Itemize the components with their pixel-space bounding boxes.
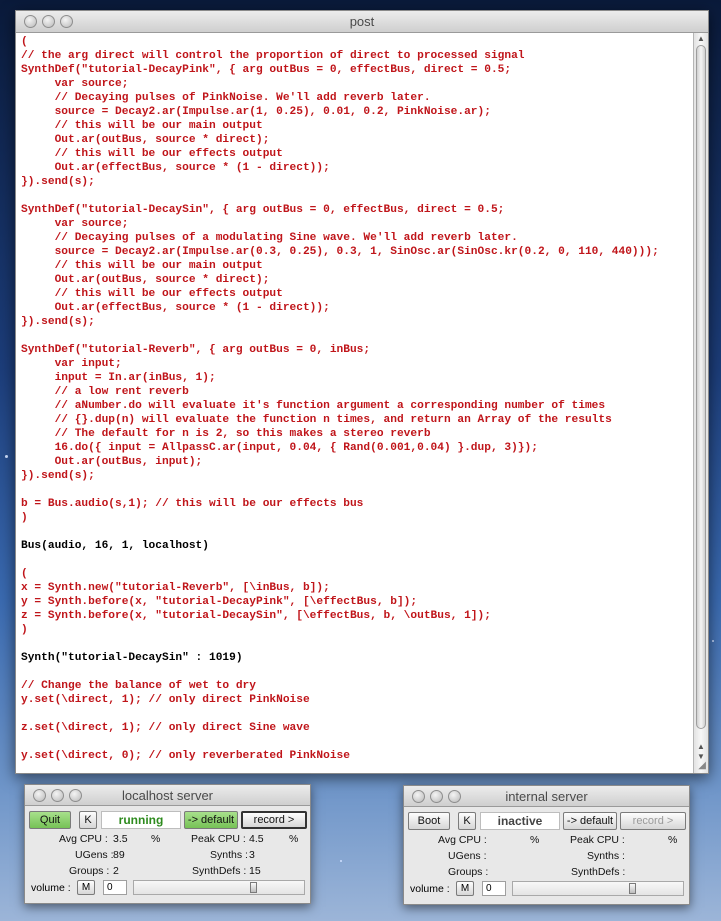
code-line: // The default for n is 2, so this makes a stereo reverb	[21, 428, 431, 440]
scroll-up-icon[interactable]: ▲	[697, 742, 705, 751]
minimize-icon[interactable]	[42, 15, 55, 28]
default-button[interactable]: -> default	[563, 812, 617, 830]
code-line	[21, 637, 693, 651]
code-line: // Decaying pulses of a modulating Sine wave. We'll add reverb later.	[21, 232, 518, 244]
code-line: Synth("tutorial-DecaySin" : 1019)	[21, 652, 243, 664]
code-line: }).send(s);	[21, 316, 95, 328]
groups-label: Groups :	[448, 866, 489, 878]
code-line: SynthDef("tutorial-DecayPink", { arg outBus = 0, effectBus, direct = 0.5;	[21, 64, 512, 76]
server-status: running	[101, 811, 181, 829]
code-line	[21, 707, 693, 721]
code-line: // this will be our main output	[21, 260, 263, 272]
code-line: // a low rent reverb	[21, 386, 189, 398]
code-line: // aNumber.do will evaluate it's function argument a corresponding number of times	[21, 400, 606, 412]
code-line: Out.ar(effectBus, source * (1 - direct));	[21, 302, 330, 314]
code-line: Out.ar(effectBus, source * (1 - direct));	[21, 162, 330, 174]
synths-value: 3	[249, 849, 255, 861]
localhost-server-titlebar[interactable]	[25, 785, 310, 806]
code-line: // this will be our main output	[21, 120, 263, 132]
boot-button[interactable]: Boot	[408, 812, 450, 830]
code-line: }).send(s);	[21, 470, 95, 482]
code-line: (	[21, 36, 28, 48]
code-line: z.set(\direct, 1); // only direct Sine wave	[21, 722, 310, 734]
synthdefs-value: 15	[249, 865, 261, 877]
code-line: // this will be our effects output	[21, 288, 283, 300]
avg-cpu-unit: %	[151, 833, 161, 845]
peak-cpu-label: Peak CPU :	[191, 833, 246, 845]
mute-button[interactable]: M	[456, 881, 474, 896]
code-line: // this will be our effects output	[21, 148, 283, 160]
server-status: inactive	[480, 812, 560, 830]
code-line: var input;	[21, 358, 122, 370]
code-line	[21, 483, 693, 497]
ugens-value: 89	[113, 849, 125, 861]
code-line: // {}.dup(n) will evaluate the function n times, and return an Array of the results	[21, 414, 612, 426]
scrollbar-thumb[interactable]	[696, 45, 706, 729]
volume-field[interactable]: 0	[482, 881, 506, 896]
default-button[interactable]: -> default	[184, 811, 238, 829]
window-title: localhost server	[121, 788, 214, 803]
mute-button[interactable]: M	[77, 880, 95, 895]
code-line: y = Synth.before(x, "tutorial-DecayPink", [\effectBus, b]);	[21, 596, 418, 608]
volume-slider[interactable]	[133, 880, 305, 895]
groups-label: Groups :	[69, 865, 110, 877]
record-button[interactable]: record >	[620, 812, 686, 830]
zoom-icon[interactable]	[60, 15, 73, 28]
code-line: // the arg direct will control the proportion of direct to processed signal	[21, 50, 525, 62]
volume-label: volume :	[410, 883, 450, 895]
avg-cpu-label: Avg CPU :	[438, 834, 487, 846]
internal-server-window	[403, 785, 690, 905]
code-line: y.set(\direct, 0); // only reverberated PinkNoise	[21, 750, 350, 762]
scroll-up-icon[interactable]: ▲	[697, 34, 705, 43]
code-line: source = Decay2.ar(Impulse.ar(1, 0.25), 0.01, 0.2, PinkNoise.ar);	[21, 106, 491, 118]
scroll-down-icon[interactable]: ▼	[697, 752, 705, 761]
peak-cpu-value: 4.5	[249, 833, 264, 845]
peak-cpu-unit: %	[289, 833, 299, 845]
code-line: Out.ar(outBus, source * direct);	[21, 274, 270, 286]
zoom-icon[interactable]	[69, 789, 82, 802]
resize-grip-icon[interactable]: ◢	[698, 760, 706, 771]
avg-cpu-unit: %	[530, 834, 540, 846]
localhost-server-window	[24, 784, 311, 904]
code-line: 16.do({ input = AllpassC.ar(input, 0.04, { Rand(0.001,0.04) }.dup, 3)});	[21, 442, 538, 454]
code-line: source = Decay2.ar(Impulse.ar(0.3, 0.25), 0.3, 1, SinOsc.ar(SinOsc.kr(0.2, 0, 110, 440)));	[21, 246, 659, 258]
volume-label: volume :	[31, 882, 71, 894]
code-line	[21, 189, 693, 203]
minimize-icon[interactable]	[51, 789, 64, 802]
vertical-scrollbar[interactable]	[693, 33, 708, 773]
code-line: var source;	[21, 218, 129, 230]
code-line: SynthDef("tutorial-Reverb", { arg outBus = 0, inBus;	[21, 344, 371, 356]
code-line: y.set(\direct, 1); // only direct PinkNoise	[21, 694, 310, 706]
synthdefs-label: SynthDefs :	[571, 866, 626, 878]
code-line: }).send(s);	[21, 176, 95, 188]
code-line	[21, 525, 693, 539]
code-line: )	[21, 512, 28, 524]
volume-slider-knob[interactable]	[629, 883, 636, 894]
avg-cpu-label: Avg CPU :	[59, 833, 108, 845]
minimize-icon[interactable]	[430, 790, 443, 803]
kill-button[interactable]: K	[458, 812, 476, 830]
code-line: x = Synth.new("tutorial-Reverb", [\inBus, b]);	[21, 582, 330, 594]
code-line: Out.ar(outBus, source * direct);	[21, 134, 270, 146]
close-icon[interactable]	[24, 15, 37, 28]
code-line: // Decaying pulses of PinkNoise. We'll add reverb later.	[21, 92, 431, 104]
code-line: Out.ar(outBus, input);	[21, 456, 203, 468]
avg-cpu-value: 3.5	[113, 833, 128, 845]
code-line	[21, 553, 693, 567]
close-icon[interactable]	[412, 790, 425, 803]
code-line	[21, 329, 693, 343]
code-line: (	[21, 568, 28, 580]
peak-cpu-unit: %	[668, 834, 678, 846]
code-line: Bus(audio, 16, 1, localhost)	[21, 540, 209, 552]
code-editor[interactable]	[16, 33, 693, 773]
quit-button[interactable]: Quit	[29, 811, 71, 829]
volume-field[interactable]: 0	[103, 880, 127, 895]
synths-label: Synths :	[210, 849, 248, 861]
post-window	[15, 10, 709, 774]
peak-cpu-label: Peak CPU :	[570, 834, 625, 846]
code-line: b = Bus.audio(s,1); // this will be our effects bus	[21, 498, 364, 510]
code-line: // Change the balance of wet to dry	[21, 680, 256, 692]
ugens-label: UGens :	[448, 850, 487, 862]
code-line: z = Synth.before(x, "tutorial-DecaySin", [\effectBus, b, \outBus, 1]);	[21, 610, 491, 622]
code-line: SynthDef("tutorial-DecaySin", { arg outBus = 0, effectBus, direct = 0.5;	[21, 204, 505, 216]
window-title: post	[349, 14, 375, 29]
zoom-icon[interactable]	[448, 790, 461, 803]
kill-button[interactable]: K	[79, 811, 97, 829]
record-button[interactable]: record >	[241, 811, 307, 829]
synths-label: Synths :	[587, 850, 625, 862]
code-line: input = In.ar(inBus, 1);	[21, 372, 216, 384]
ugens-label: UGens :	[75, 849, 114, 861]
internal-server-titlebar[interactable]	[404, 786, 689, 807]
groups-value: 2	[113, 865, 119, 877]
close-icon[interactable]	[33, 789, 46, 802]
code-line	[21, 735, 693, 749]
volume-slider[interactable]	[512, 881, 684, 896]
code-line: )	[21, 624, 28, 636]
code-line: var source;	[21, 78, 129, 90]
code-line	[21, 665, 693, 679]
window-title: internal server	[505, 789, 588, 804]
synthdefs-label: SynthDefs :	[192, 865, 247, 877]
volume-slider-knob[interactable]	[250, 882, 257, 893]
post-window-titlebar[interactable]	[16, 11, 708, 33]
